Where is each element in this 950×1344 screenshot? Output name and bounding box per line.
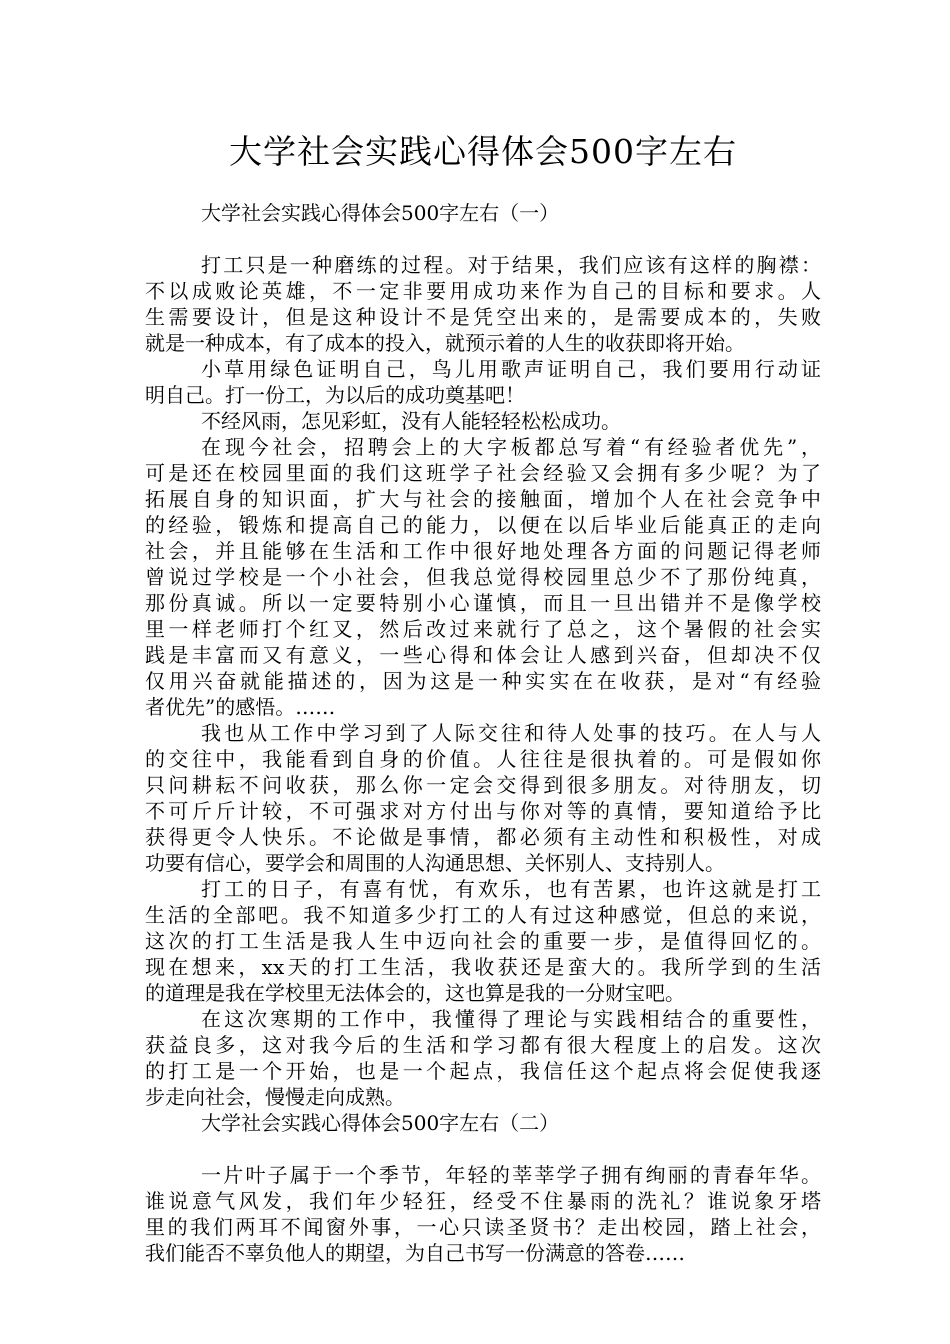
paragraph	[145, 1006, 821, 1110]
section-1-body	[145, 252, 821, 1110]
section-2-body	[145, 1162, 821, 1266]
paragraph	[145, 252, 821, 356]
paragraph-line: 获得更令人快乐。不论做是事情，都必须有主动性和积极性，对成	[145, 825, 821, 849]
paragraph-line: 生活的全部吧。我不知道多少打工的人有过这种感觉，但总的来说，	[145, 903, 821, 927]
paragraph-line: 这次的打工生活是我人生中迈向社会的重要一步，是值得回忆的。	[145, 929, 821, 953]
paragraph-line: 里的我们两耳不闻窗外事，一心只读圣贤书？走出校园，踏上社会，	[145, 1215, 821, 1239]
paragraph-line: 的道理是我在学校里无法体会的，这也算是我的一分财宝吧。	[145, 981, 685, 1005]
paragraph-line: 者优先”的感悟。……	[145, 695, 336, 719]
paragraph-line: 现在想来，xx天的打工生活，我收获还是蛮大的。我所学到的生活	[145, 955, 821, 979]
paragraph-line: 打工的日子，有喜有忧，有欢乐，也有苦累，也许这就是打工	[201, 877, 821, 901]
paragraph-line: 步走向社会，慢慢走向成熟。	[145, 1085, 405, 1109]
paragraph-line: 可是还在校园里面的我们这班学子社会经验又会拥有多少呢？为了	[145, 461, 821, 485]
paragraph-line: 明自己。打一份工，为以后的成功奠基吧！	[145, 383, 525, 407]
document-page	[145, 124, 821, 1266]
spacer	[145, 1136, 821, 1162]
paragraph-line: 不经风雨，怎见彩虹，没有人能轻轻松松成功。	[201, 409, 621, 433]
paragraph-line: 生需要设计，但是这种设计不是凭空出来的，是需要成本的，失败	[145, 305, 821, 329]
spacer	[145, 226, 821, 252]
paragraph	[145, 720, 821, 876]
paragraph-line: 拓展自身的知识面，扩大与社会的接触面，增加个人在社会竞争中	[145, 487, 821, 511]
paragraph-line: 就是一种成本，有了成本的投入，就预示着的人生的收获即将开始。	[145, 331, 745, 355]
paragraph-line: 的经验，锻炼和提高自己的能力，以便在以后毕业后能真正的走向	[145, 513, 821, 537]
paragraph-line: 仅用兴奋就能描述的，因为这是一种实实在在收获，是对“有经验	[145, 669, 821, 693]
paragraph-line: 我们能否不辜负他人的期望，为自己书写一份满意的答卷……	[145, 1241, 685, 1265]
paragraph-line: 的打工是一个开始，也是一个起点，我信任这个起点将会促使我逐	[145, 1059, 821, 1083]
section-heading-1: 大学社会实践心得体会500字左右（一）	[201, 201, 560, 225]
paragraph-line: 里一样老师打个红叉，然后改过来就行了总之，这个暑假的社会实	[145, 617, 821, 641]
paragraph-line: 我也从工作中学习到了人际交往和待人处事的技巧。在人与人	[201, 721, 821, 745]
paragraph-line: 小草用绿色证明自己，鸟儿用歌声证明自己，我们要用行动证	[201, 357, 821, 381]
paragraph-line: 践是丰富而又有意义，一些心得和体会让人感到兴奋，但却决不仅	[145, 643, 821, 667]
paragraph-line: 只问耕耘不问收获，那么你一定会交得到很多朋友。对待朋友，切	[145, 773, 821, 797]
paragraph	[145, 356, 821, 408]
paragraph-line: 不可斤斤计较，不可强求对方付出与你对等的真情，要知道给予比	[145, 799, 821, 823]
paragraph-line: 在这次寒期的工作中，我懂得了理论与实践相结合的重要性，	[201, 1007, 821, 1031]
paragraph-line: 曾说过学校是一个小社会，但我总觉得校园里总少不了那份纯真，	[145, 565, 821, 589]
paragraph	[145, 876, 821, 1006]
paragraph-line: 谁说意气风发，我们年少轻狂，经受不住暴雨的洗礼？谁说象牙塔	[145, 1189, 821, 1213]
paragraph-line: 社会，并且能够在生活和工作中很好地处理各方面的问题记得老师	[145, 539, 821, 563]
paragraph	[145, 408, 821, 434]
paragraph-line: 打工只是一种磨练的过程。对于结果，我们应该有这样的胸襟：	[201, 253, 821, 277]
paragraph	[145, 434, 821, 720]
paragraph	[145, 1162, 821, 1266]
paragraph-line: 获益良多，这对我今后的生活和学习都有很大程度上的启发。这次	[145, 1033, 821, 1057]
paragraph-line: 功要有信心，要学会和周围的人沟通思想、关怀别人、支持别人。	[145, 851, 725, 875]
section-heading-2: 大学社会实践心得体会500字左右（二）	[201, 1111, 560, 1135]
paragraph-line: 那份真诚。所以一定要特别小心谨慎，而且一旦出错并不是像学校	[145, 591, 821, 615]
document-title: 大学社会实践心得体会500字左右	[229, 132, 737, 171]
paragraph-line: 不以成败论英雄，不一定非要用成功来作为自己的目标和要求。人	[145, 279, 821, 303]
paragraph-line: 一片叶子属于一个季节，年轻的莘莘学子拥有绚丽的青春年华。	[201, 1163, 821, 1187]
paragraph-line: 的交往中，我能看到自身的价值。人往往是很执着的。可是假如你	[145, 747, 821, 771]
paragraph-line: 在现今社会，招聘会上的大字板都总写着“有经验者优先”，	[201, 435, 821, 459]
